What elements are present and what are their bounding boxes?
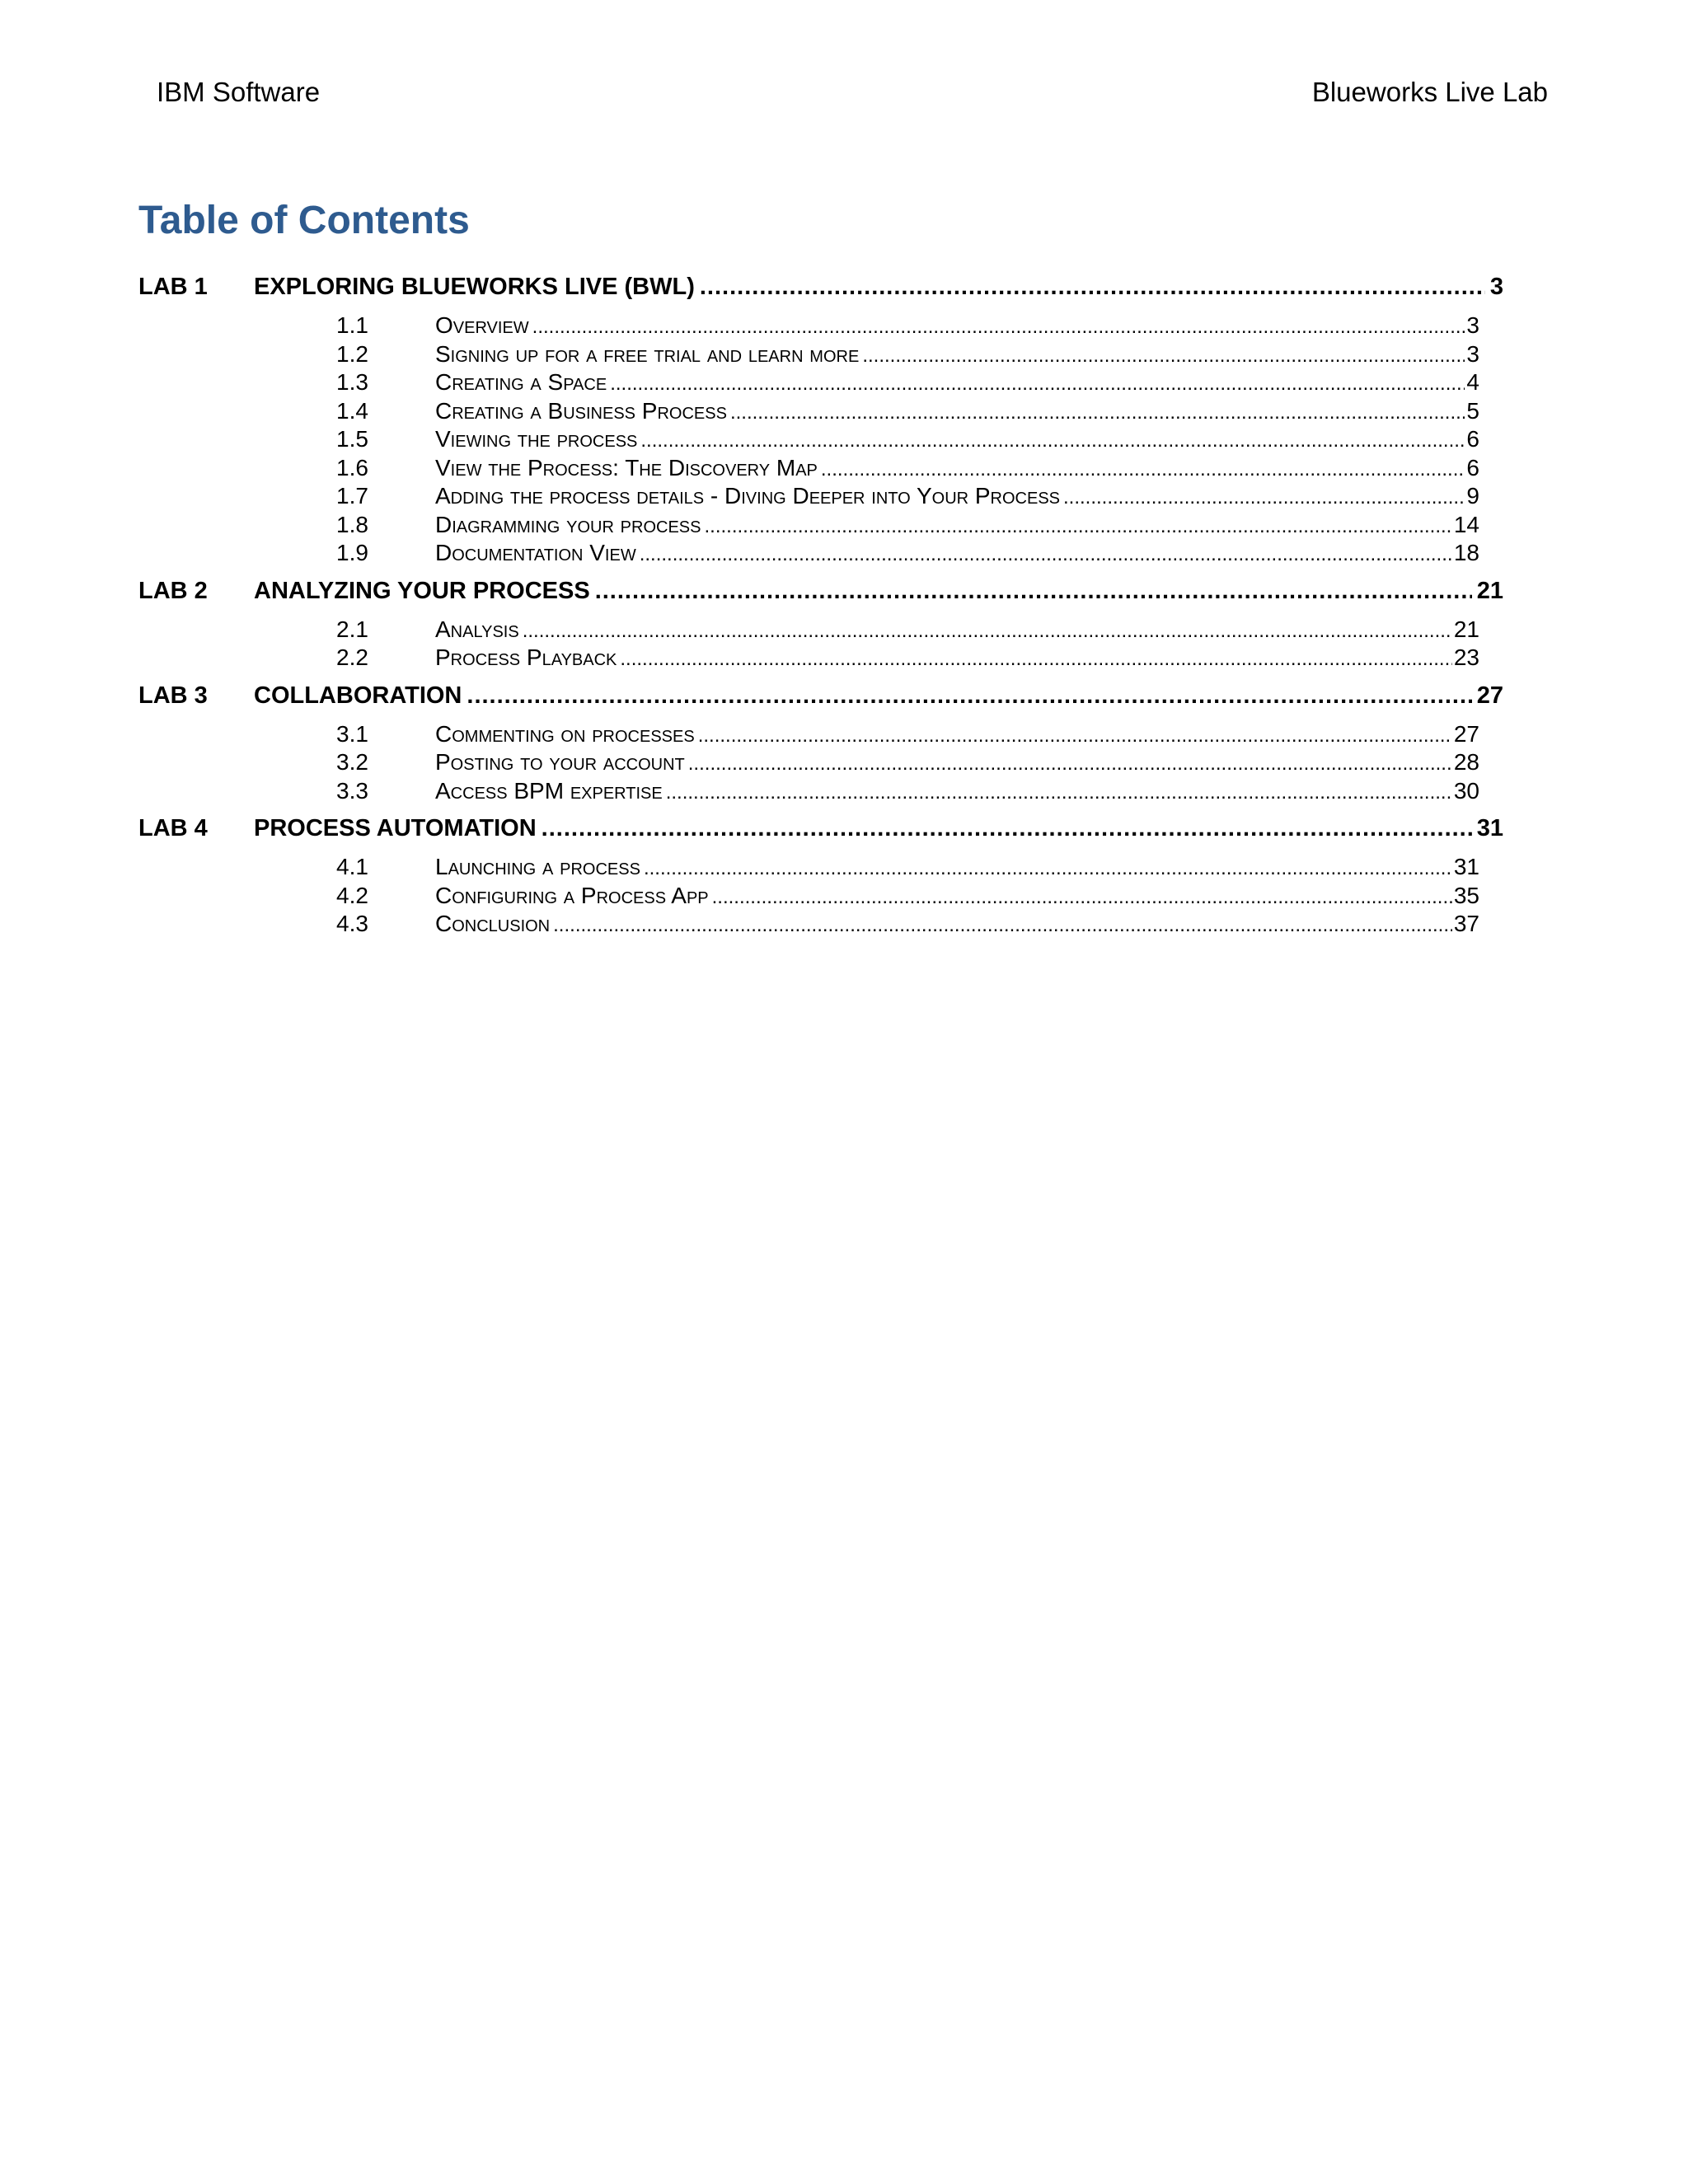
- dot-leader: [553, 912, 1452, 940]
- lab-page-number: 27: [1476, 682, 1503, 709]
- toc-section-entry[interactable]: [336, 748, 1479, 777]
- lab-number: LAB 4: [138, 815, 208, 841]
- section-title: Launching a process: [435, 854, 640, 879]
- toc-section-entry[interactable]: [336, 397, 1479, 426]
- section-number: 1.4: [336, 397, 368, 424]
- section-number: 2.2: [336, 644, 368, 670]
- section-page-number: 18: [1453, 540, 1479, 565]
- dot-leader: [688, 750, 1452, 779]
- section-page-number: 27: [1453, 720, 1479, 747]
- section-page-number: 9: [1466, 483, 1479, 509]
- lab-page-number: 3: [1489, 274, 1503, 300]
- section-number: 4.1: [336, 854, 368, 879]
- section-number: 1.9: [336, 540, 368, 565]
- dot-leader: [620, 645, 1451, 674]
- section-page-number: 14: [1453, 511, 1479, 537]
- section-title: View the Process: The Discovery Map: [435, 454, 818, 480]
- dot-leader: [666, 779, 1452, 808]
- section-number: 1.7: [336, 483, 368, 509]
- dot-leader: [644, 855, 1452, 883]
- toc-section-entry[interactable]: [336, 511, 1479, 540]
- toc-section-entry[interactable]: [336, 539, 1479, 568]
- dot-leader: [532, 313, 1465, 342]
- section-title: Analysis: [435, 616, 519, 642]
- section-page-number: 35: [1453, 882, 1479, 908]
- section-list: [138, 853, 1503, 939]
- toc-section-entry[interactable]: [336, 910, 1479, 939]
- toc-lab-entry[interactable]: [138, 679, 1503, 712]
- section-page-number: 3: [1466, 340, 1479, 367]
- dot-leader: [698, 722, 1452, 751]
- section-title: Documentation View: [435, 540, 636, 565]
- dot-leader: [640, 541, 1452, 569]
- toc-section-entry[interactable]: [336, 454, 1479, 483]
- toc-section-entry[interactable]: [336, 777, 1479, 806]
- section-page-number: 30: [1453, 777, 1479, 804]
- section-number: 1.6: [336, 454, 368, 480]
- section-page-number: 31: [1453, 854, 1479, 879]
- section-number: 3.2: [336, 749, 368, 775]
- section-number: 1.8: [336, 511, 368, 537]
- section-title: Viewing the process: [435, 426, 638, 452]
- section-title: Diagramming your process: [435, 511, 701, 537]
- dot-leader: [730, 399, 1465, 428]
- toc-lab-entry[interactable]: [138, 574, 1503, 607]
- lab-page-number: 21: [1476, 577, 1503, 604]
- section-page-number: 6: [1466, 454, 1479, 480]
- dot-leader: [821, 456, 1465, 485]
- section-page-number: 23: [1453, 644, 1479, 670]
- lab-title: ANALYZING YOUR PROCESS: [254, 577, 590, 604]
- dot-leader: [595, 574, 1472, 607]
- table-of-contents: [138, 264, 1503, 944]
- dot-leader: [523, 617, 1452, 646]
- toc-section-entry[interactable]: [336, 882, 1479, 911]
- section-title: Posting to your account: [435, 749, 685, 775]
- section-title: Creating a Business Process: [435, 397, 727, 424]
- section-title: Adding the process details - Diving Deeper into Your Process: [435, 483, 1060, 509]
- section-title: Process Playback: [435, 644, 617, 670]
- toc-lab-entry[interactable]: [138, 270, 1503, 303]
- section-number: 3.1: [336, 720, 368, 747]
- section-number: 4.2: [336, 882, 368, 908]
- lab-page-number: 31: [1476, 815, 1503, 841]
- lab-title: EXPLORING BLUEWORKS LIVE (BWL): [254, 274, 695, 300]
- header-document-title: Blueworks Live Lab: [1311, 77, 1548, 107]
- section-title: Creating a Space: [435, 369, 607, 395]
- toc-section-entry[interactable]: [336, 720, 1479, 749]
- section-title: Access BPM expertise: [435, 777, 663, 804]
- header-company: IBM Software: [157, 77, 321, 107]
- page-title: Table of Contents: [138, 199, 470, 242]
- toc-section-entry[interactable]: [336, 644, 1479, 673]
- toc-lab-entry[interactable]: [138, 812, 1503, 845]
- section-page-number: 5: [1466, 397, 1479, 424]
- section-number: 4.3: [336, 911, 368, 936]
- section-page-number: 28: [1453, 749, 1479, 775]
- lab-number: LAB 3: [138, 682, 208, 709]
- section-page-number: 21: [1453, 616, 1479, 642]
- section-number: 1.1: [336, 312, 368, 338]
- dot-leader: [640, 427, 1465, 456]
- toc-section-entry[interactable]: [336, 425, 1479, 454]
- section-page-number: 37: [1453, 911, 1479, 936]
- section-title: Conclusion: [435, 911, 551, 936]
- dot-leader: [610, 370, 1465, 399]
- dot-leader: [712, 883, 1452, 912]
- dot-leader: [467, 679, 1471, 712]
- toc-section-entry[interactable]: [336, 312, 1479, 340]
- lab-number: LAB 2: [138, 577, 208, 604]
- section-title: Commenting on processes: [435, 720, 695, 747]
- section-list: [138, 720, 1503, 806]
- lab-number: LAB 1: [138, 274, 208, 300]
- section-list: [138, 616, 1503, 673]
- section-title: Signing up for a free trial and learn more: [435, 340, 860, 367]
- dot-leader: [862, 342, 1465, 371]
- section-number: 1.3: [336, 369, 368, 395]
- toc-section-entry[interactable]: [336, 482, 1479, 511]
- section-title: Overview: [435, 312, 529, 338]
- toc-section-entry[interactable]: [336, 616, 1479, 644]
- toc-section-entry[interactable]: [336, 368, 1479, 397]
- section-page-number: 6: [1466, 426, 1479, 452]
- dot-leader: [704, 513, 1451, 541]
- toc-section-entry[interactable]: [336, 853, 1479, 882]
- section-number: 3.3: [336, 777, 368, 804]
- dot-leader: [1063, 484, 1465, 513]
- section-list: [138, 312, 1503, 568]
- section-page-number: 3: [1466, 312, 1479, 338]
- dot-leader: [700, 270, 1485, 303]
- dot-leader: [542, 812, 1472, 845]
- toc-section-entry[interactable]: [336, 340, 1479, 369]
- lab-title: COLLABORATION: [254, 682, 462, 709]
- section-title: Configuring a Process App: [435, 882, 709, 908]
- section-number: 2.1: [336, 616, 368, 642]
- lab-title: PROCESS AUTOMATION: [254, 815, 537, 841]
- section-number: 1.2: [336, 340, 368, 367]
- section-page-number: 4: [1466, 369, 1479, 395]
- section-number: 1.5: [336, 426, 368, 452]
